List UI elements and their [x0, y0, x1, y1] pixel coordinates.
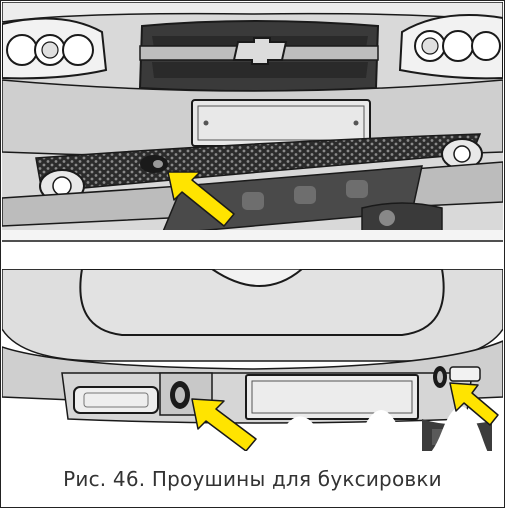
left-headlight [2, 19, 106, 79]
front-towing-eye [140, 155, 168, 173]
rear-view-illustration [2, 269, 503, 451]
rear-towing-eye-left [170, 381, 190, 409]
front-view-illustration [2, 2, 503, 242]
rear-towing-eye-right [433, 366, 447, 388]
figure-caption: Рис. 46. Проушины для буксировки [63, 467, 442, 491]
spare-wheel [80, 269, 443, 335]
brand-emblem [234, 38, 286, 64]
rear-reflector-left [74, 387, 158, 413]
radiator-grille [140, 21, 378, 91]
rear-license-plate [246, 375, 418, 419]
right-headlight [400, 15, 503, 78]
